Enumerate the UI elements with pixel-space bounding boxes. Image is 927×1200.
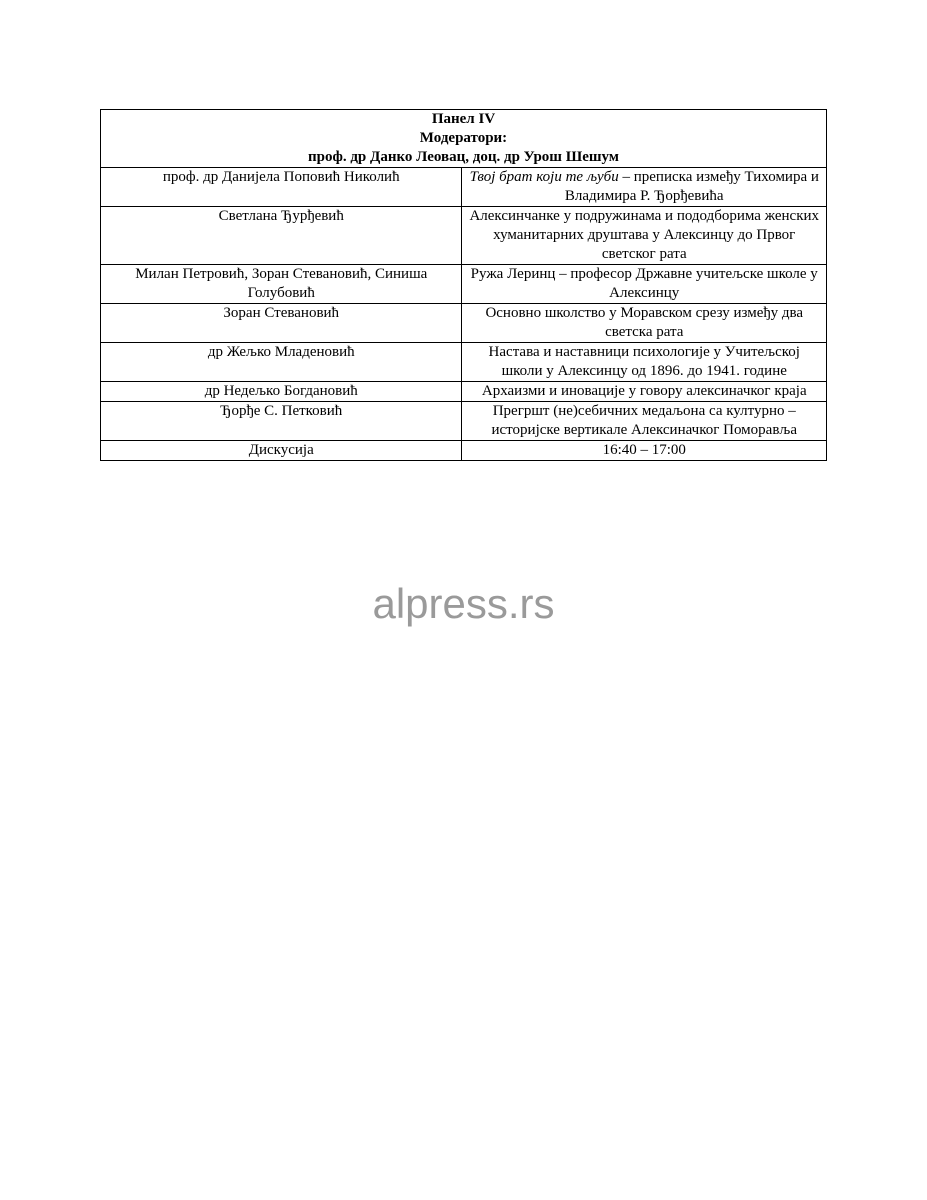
panel-title: Панел IV <box>431 111 496 127</box>
paper-title-italic: Твој брат који те љуби <box>469 169 619 185</box>
paper-title: Архаизми и иновације у говору алексиначког краја <box>481 383 807 399</box>
author-cell <box>101 304 462 343</box>
author-cell <box>101 207 462 265</box>
paper-title-cell <box>462 304 827 343</box>
paper-title-cell <box>462 402 827 441</box>
author-name: Ђорђе С. Петковић <box>220 403 343 419</box>
table-row <box>101 402 827 441</box>
discussion-label: Дискусија <box>248 442 314 458</box>
paper-title-cell <box>462 382 827 402</box>
discussion-time-cell <box>462 441 827 461</box>
author-cell <box>101 265 462 304</box>
discussion-row <box>101 441 827 461</box>
table-row <box>101 265 827 304</box>
panel-iv-table <box>100 109 827 461</box>
paper-title-cell <box>462 168 827 207</box>
table-row <box>101 382 827 402</box>
author-name: др Недељко Богдановић <box>204 383 358 399</box>
author-name: др Жељко Младеновић <box>207 344 355 360</box>
discussion-time: 16:40 – 17:00 <box>602 442 686 458</box>
table-row <box>101 304 827 343</box>
author-name: Милан Петровић, Зоран Стевановић, Синиша Голубовић <box>135 266 428 301</box>
paper-title: – преписка између Тихомира и Владимира Р. Ђорђевића <box>564 169 819 204</box>
watermark-text: alpress.rs <box>372 580 555 627</box>
table-row <box>101 207 827 265</box>
paper-title: Основно школство у Моравском срезу између два светска рата <box>485 305 804 340</box>
discussion-label-cell <box>101 441 462 461</box>
author-cell <box>101 382 462 402</box>
moderators-names: проф. др Данко Леовац, доц. др Урош Шешум <box>307 149 620 165</box>
paper-title: Настава и наставници психологије у Учитељској школи у Алексинцу од 1896. до 1941. године <box>488 344 800 379</box>
author-name: Светлана Ђурђевић <box>218 208 344 224</box>
panel-header <box>101 110 827 168</box>
paper-title: Ружа Леринц – професор Државне учитељске школе у Алексинцу <box>470 266 818 301</box>
author-cell <box>101 168 462 207</box>
table-row <box>101 343 827 382</box>
paper-title: Алексинчанке у подружинама и пододборима женских хуманитарних друштава у Алексинцу до Првог светског рата <box>469 208 820 262</box>
moderators-label: Модератори: <box>419 130 508 146</box>
paper-title-cell <box>462 207 827 265</box>
paper-title-cell <box>462 265 827 304</box>
paper-title: Прегршт (не)себичних медаљона са културно – историјске вертикале Алексиначког Поморавља <box>491 403 797 438</box>
author-cell <box>101 402 462 441</box>
table-row <box>101 168 827 207</box>
paper-title-cell <box>462 343 827 382</box>
author-cell <box>101 343 462 382</box>
author-name: Зоран Стевановић <box>223 305 340 321</box>
panel-header-row <box>101 110 827 168</box>
author-name: проф. др Данијела Поповић Николић <box>162 169 400 185</box>
